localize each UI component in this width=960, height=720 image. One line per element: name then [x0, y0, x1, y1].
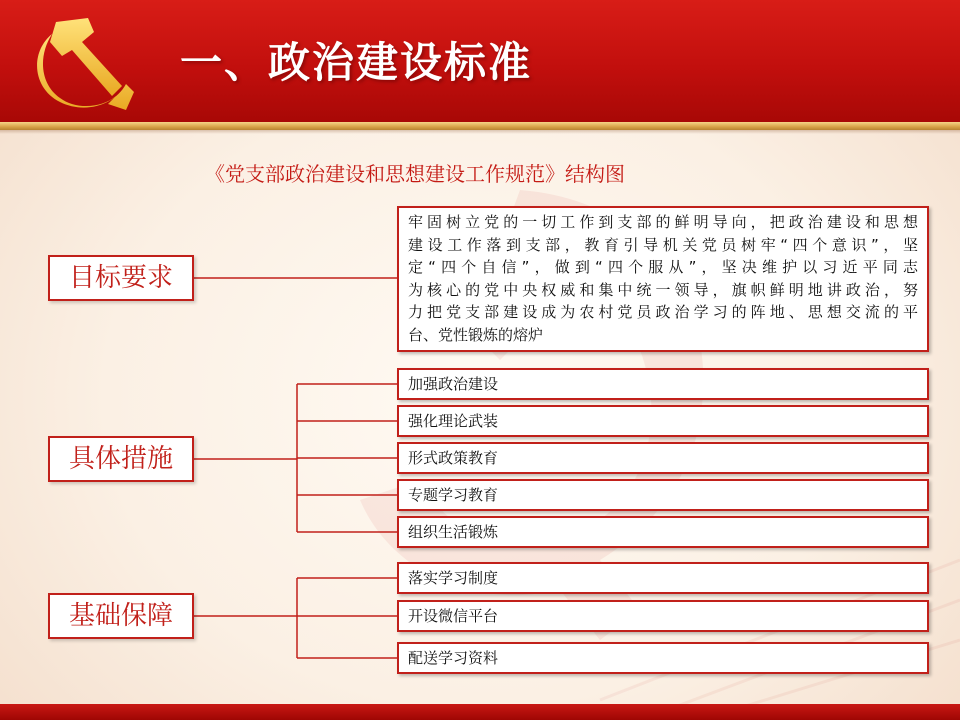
- support-item: 开设微信平台: [397, 600, 929, 632]
- measure-item: 强化理论武装: [397, 405, 929, 437]
- category-goal-requirements: 目标要求: [48, 255, 194, 301]
- goal-line: 牢固树立党的一切工作到支部的鲜明导向，把政治建设和思想: [408, 213, 918, 231]
- goal-description-box: [397, 206, 929, 352]
- page-title: 一、政治建设标准: [180, 38, 533, 87]
- support-item: 落实学习制度: [397, 562, 929, 594]
- measure-item: 专题学习教育: [397, 479, 929, 511]
- goal-line: 台、党性锻炼的熔炉: [408, 325, 544, 344]
- category-basic-support: 基础保障: [48, 593, 194, 639]
- measure-item: 形式政策教育: [397, 442, 929, 474]
- goal-line: 建设工作落到支部，教育引导机关党员树牢“四个意识”，坚: [408, 235, 918, 254]
- footer-bar: [0, 704, 960, 720]
- goal-line: 力把党支部建设成为农村党员政治学习的阵地、思想交流的平: [408, 303, 918, 322]
- category-specific-measures: 具体措施: [48, 436, 194, 482]
- goal-line: 为核心的党中央权威和集中统一领导，旗帜鲜明地讲政治，努: [408, 280, 918, 299]
- measure-item: 组织生活锻炼: [397, 516, 929, 548]
- support-item: 配送学习资料: [397, 642, 929, 674]
- goal-line: 定“四个自信”，做到“四个服从”，坚决维护以习近平同志: [408, 258, 918, 277]
- diagram-subtitle: 《党支部政治建设和思想建设工作规范》结构图: [205, 162, 625, 186]
- measure-item: 加强政治建设: [397, 368, 929, 400]
